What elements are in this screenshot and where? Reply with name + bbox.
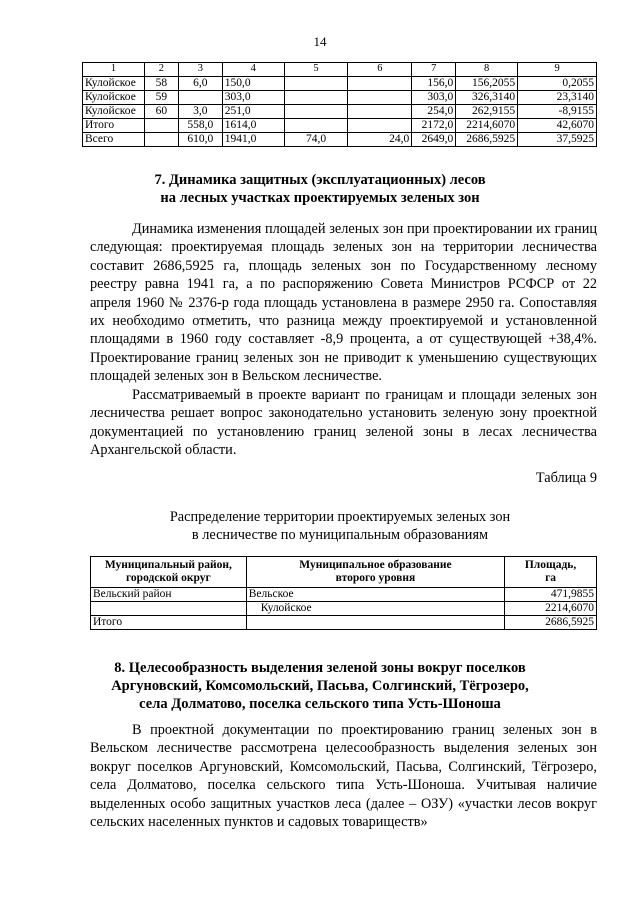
table-cell: [284, 91, 348, 105]
table-cell: 254,0: [412, 105, 456, 119]
table-cell: 156,0: [412, 77, 456, 91]
table-cell: 0,2055: [518, 77, 597, 91]
column-header-area: [505, 557, 597, 588]
header-cell: 6: [348, 63, 412, 77]
table-cell: 610,0: [178, 133, 222, 147]
section-8-paragraph-1: В проектной документации по проектированию границ зеленых зон в Вельском лесничестве рассмотрена целесообразность выделения зеленых зон вокруг поселков Аргуновский, Комсомольский, Пасьва, Солгинский, Тёгрозеро, села Долматово, поселка сельского типа Усть-Шоноша. Учитывая наличие выделенных особо защитных участков леса (далее – ОЗУ) «участки лесов вокруг сельских населенных пунктов и садовых товариществ»: [90, 722, 597, 831]
table-cell: [284, 105, 348, 119]
table-row: [83, 119, 597, 133]
header-text: га: [545, 572, 557, 584]
header-cell: 5: [284, 63, 348, 77]
table-cell: Кулойское: [83, 105, 145, 119]
table-cell: 60: [144, 105, 178, 119]
table-row: [83, 105, 597, 119]
section-8-heading: [40, 659, 600, 713]
table-cell: Итого: [91, 616, 247, 630]
table-cell: [284, 119, 348, 133]
section-7-paragraph-2: Рассматриваемый в проекте вариант по границам и площади зеленых зон лесничества решает вопрос законодательно установить зеленую зону проектной документацией по установлению границ зеленой зоны в лесах лесничества Архангельской области.: [90, 387, 597, 459]
table-header-row: [91, 557, 597, 588]
table-cell: Вельское: [246, 588, 504, 602]
table-9-title-line-2: в лесничестве по муниципальным образованиям: [191, 527, 489, 543]
table-cell: 2214,6070: [456, 119, 518, 133]
table-cell: [144, 119, 178, 133]
header-text: Муниципальное образование: [299, 559, 452, 571]
table-cell: [284, 77, 348, 91]
table-cell: 2686,5925: [505, 616, 597, 630]
table-cell: 326,3140: [456, 91, 518, 105]
table-9: [90, 556, 597, 630]
table-cell: 2686,5925: [456, 133, 518, 147]
section-8-heading-line-1: 8. Целесообразность выделения зеленой зоны вокруг поселков: [114, 660, 526, 676]
table-cell: 6,0: [178, 77, 222, 91]
table-cell: 2214,6070: [505, 602, 597, 616]
column-header-municipality: [246, 557, 504, 588]
table-cell: [144, 133, 178, 147]
table-cell: [91, 602, 247, 616]
table-cell: 37,5925: [518, 133, 597, 147]
header-text: городской округ: [126, 572, 211, 584]
table-cell: 150,0: [222, 77, 284, 91]
table-cell: 2172,0: [412, 119, 456, 133]
header-cell: 4: [222, 63, 284, 77]
header-cell: 8: [456, 63, 518, 77]
table-cell: 471,9855: [505, 588, 597, 602]
table-cell: [348, 119, 412, 133]
table-cell: Кулойское: [83, 77, 145, 91]
table-cell: -8,9155: [518, 105, 597, 119]
header-cell: 2: [144, 63, 178, 77]
table-cell: 59: [144, 91, 178, 105]
table-cell: [246, 616, 504, 630]
table-9-number: Таблица 9: [535, 470, 597, 486]
table-cell: 42,6070: [518, 119, 597, 133]
table-cell: Всего: [83, 133, 145, 147]
table-cell: Кулойское: [83, 91, 145, 105]
table-cell: 156,2055: [456, 77, 518, 91]
top-table: [82, 62, 597, 147]
table-cell: 262,9155: [456, 105, 518, 119]
table-cell: 558,0: [178, 119, 222, 133]
table-9-title: [40, 508, 640, 544]
section-7-paragraph-1: Динамика изменения площадей зеленых зон при проектировании их границ следующая: проектируемая площадь зеленых зон на территории лесничества составит 2686,5925 га, площадь зеленых зон по Государственному лесному реестру равна 1941 га, а по распоряжению Совета Министров РСФСР от 22 апреля 1960 № 2376-р года площадь установлена в размере 2950 га. Сопоставляя их необходимо отметить, что разница между проектируемой и установленной площадями в 1960 году составляет -8,9 процента, а от существующей +38,4%. Проектирование границ зеленых зон не приводит к уменьшению существующих площадей зеленых зон в Вельском лесничестве.: [90, 221, 597, 385]
table-cell: 1614,0: [222, 119, 284, 133]
header-cell: 7: [412, 63, 456, 77]
table-cell: 3,0: [178, 105, 222, 119]
table-header-row: [83, 63, 597, 77]
table-9-title-line-1: Распределение территории проектируемых зеленых зон: [169, 509, 511, 525]
table-cell: 251,0: [222, 105, 284, 119]
header-cell: 3: [178, 63, 222, 77]
table-cell: Итого: [83, 119, 145, 133]
table-row: [83, 91, 597, 105]
table-row: [91, 616, 597, 630]
table-cell: [348, 91, 412, 105]
header-text: Муниципальный район,: [104, 559, 232, 571]
table-row: [91, 588, 597, 602]
table-cell: 24,0: [348, 133, 412, 147]
table-cell: 74,0: [284, 133, 348, 147]
section-7-heading: [40, 171, 600, 207]
table-cell: [348, 105, 412, 119]
table-row: [91, 602, 597, 616]
section-7-heading-line-1: 7. Динамика защитных (эксплуатационных) лесов: [154, 172, 486, 188]
table-cell: 303,0: [222, 91, 284, 105]
table-cell: Вельский район: [91, 588, 247, 602]
section-8-heading-line-2: Аргуновский, Комсомольский, Пасьва, Солгинский, Тёгрозеро,: [111, 678, 529, 694]
header-cell: 1: [83, 63, 145, 77]
table-cell: 58: [144, 77, 178, 91]
section-7-heading-line-2: на лесных участках проектируемых зеленых зон: [160, 190, 480, 206]
table-cell: Кулойское: [246, 602, 504, 616]
column-header-district: [91, 557, 247, 588]
header-text: Площадь,: [524, 559, 577, 571]
table-row: [83, 77, 597, 91]
table-cell: 2649,0: [412, 133, 456, 147]
table-cell: 1941,0: [222, 133, 284, 147]
table-cell: [348, 77, 412, 91]
table-cell: [178, 91, 222, 105]
table-row: [83, 133, 597, 147]
section-8-heading-line-3: села Долматово, поселка сельского типа Усть-Шоноша: [139, 696, 501, 712]
header-text: второго уровня: [335, 572, 416, 584]
header-cell: 9: [518, 63, 597, 77]
table-cell: 23,3140: [518, 91, 597, 105]
table-cell: 303,0: [412, 91, 456, 105]
page-number: 14: [313, 34, 327, 49]
